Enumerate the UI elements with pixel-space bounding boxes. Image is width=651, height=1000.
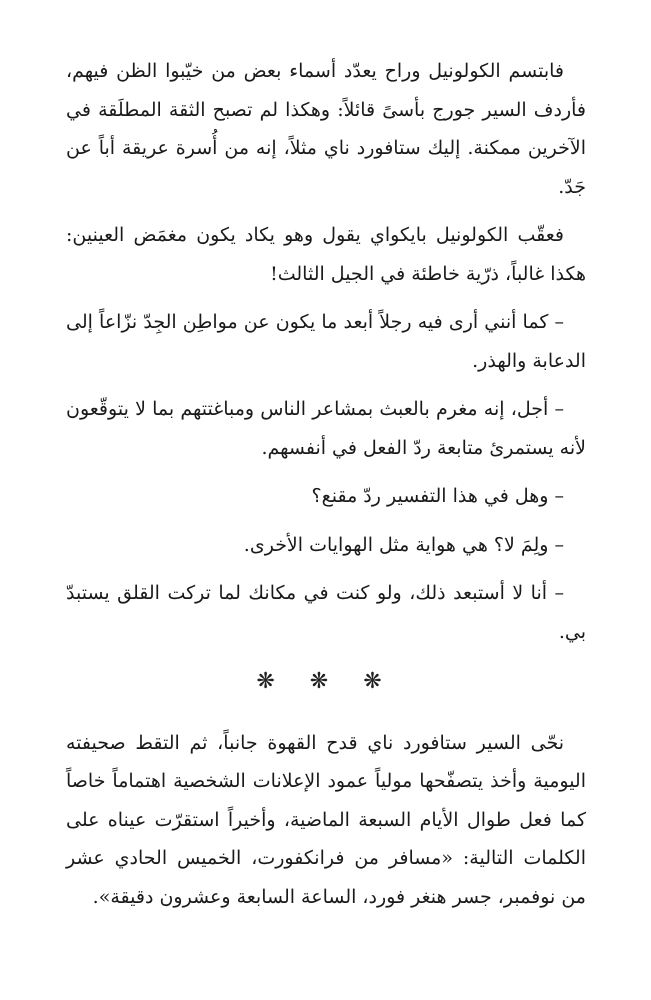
- dialogue-line: – ولِمَ لا؟ هي هواية مثل الهوايات الأخرى.: [243, 533, 564, 556]
- paragraph: فابتسم الكولونيل وراح يعدّد أسماء بعض من خيّبوا الظن فيهم، فأردف السير جورج بأسىً قائلاً: وهكذا لم تصبح الثقة المطلَقة في الآخرين ممكنة. إليك ستافورد ناي مثلاً، إنه من أُسرة عريقة أباً عن جَدّ.: [66, 60, 586, 198]
- paragraph: نحّى السير ستافورد ناي قدح القهوة جانباً، ثم التقط صحيفته اليومية وأخذ يتصفّحها مولياً عمود الإعلانات الشخصية اهتماماً خاصاً كما فعل طوال الأيام السبعة الماضية، وأخيراً استقرّت عيناه على الكلمات التالية: «مسافر من فرانكفورت، الخميس الحادي عشر من نوفمبر، جسر هنغر فورد، الساعة السابعة وعشرون دقيقة».: [66, 731, 586, 908]
- dialogue-line: – كما أنني أرى فيه رجلاً أبعد ما يكون عن مواطِن الجِدّ نزّاعاً إلى الدعابة والهذر.: [66, 311, 586, 372]
- section-break-ornament: ❋ ❋ ❋: [256, 669, 396, 694]
- book-page: [66, 52, 586, 926]
- dialogue-line: – أنا لا أستبعد ذلك، ولو كنت في مكانك لما تركت القلق يستبدّ بي.: [66, 582, 586, 643]
- dialogue-line: – أجل، إنه مغرم بالعبث بمشاعر الناس ومباغتتهم بما لا يتوقّعون لأنه يستمرئ متابعة ردّ الفعل في أنفسهم.: [66, 398, 586, 459]
- paragraph: فعقّب الكولونيل بايكواي يقول وهو يكاد يكون مغمَض العينين: هكذا غالباً، ذرّية خاطئة في الجيل الثالث!: [66, 224, 586, 285]
- dialogue-line: – وهل في هذا التفسير ردّ مقنع؟: [311, 485, 564, 507]
